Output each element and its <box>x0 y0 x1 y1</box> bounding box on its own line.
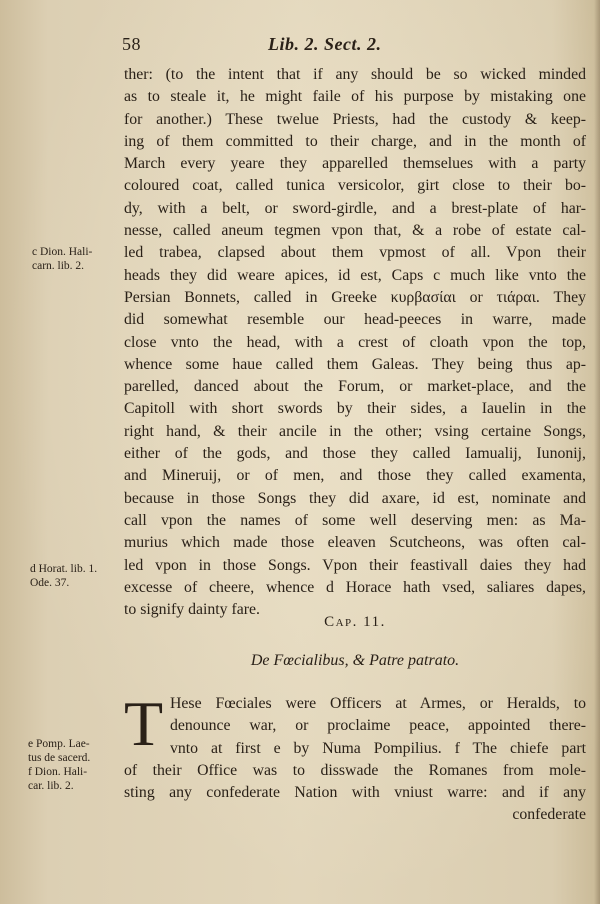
text-line: led vpon in those Songs. Vpon their feastivall daies they had <box>124 556 586 574</box>
chapter-subtitle: De Fœcialibus, & Patre patrato. <box>250 652 460 669</box>
text-line: and Mineruij, or of men, and those they called examenta, <box>124 467 586 485</box>
text-line: either of the gods, and those they called Iamualij, Iunonij, <box>124 445 586 463</box>
text-line: right hand, & their ancile in the other; vsing certaine Songs, <box>124 422 586 440</box>
text-line: dy, with a belt, or sword-girdle, and a brest-plate of har- <box>124 199 586 217</box>
margin-note-line: Ode. 37. <box>30 577 70 589</box>
margin-note <box>28 737 118 793</box>
margin-note-line: tus de sacerd. <box>28 752 91 764</box>
text-line: for another.) These twelue Priests, had the custody & keep- <box>124 110 586 128</box>
text-line: nesse, called aneum tegmen vpon that, & a robe of estate cal- <box>124 222 586 240</box>
margin-note-line: d Horat. lib. 1. <box>30 563 98 575</box>
text-line: to signify dainty fare. <box>124 601 260 619</box>
text-line: sting any confederate Nation with vniust warre: and if any <box>124 784 586 802</box>
text-line: whence some haue called them Galeas. They being thus ap- <box>124 355 586 373</box>
text-line: coloured coat, called tunica versicolor, girt close to their bo- <box>124 177 586 195</box>
margin-note-line: c Dion. Hali- <box>32 246 93 258</box>
text-line: Persian Bonnets, called in Greeke κυρβασίαι or τιάραι. They <box>124 288 586 306</box>
text-line: denounce war, or proclaime peace, appointed there- <box>170 717 586 735</box>
margin-note-line: f Dion. Hali- <box>28 766 88 778</box>
margin-note <box>30 562 120 590</box>
running-title: Lib. 2. Sect. 2. <box>268 34 382 54</box>
text-line: murius which made those eleaven Scutcheons, was often cal- <box>124 534 586 552</box>
running-head <box>118 34 578 58</box>
page-edge-shadow <box>594 0 600 904</box>
text-line: as to steale it, he might faile of his purpose by mistaking one <box>124 88 586 106</box>
text-line: vnto at first e by Numa Pompilius. f The chiefe part <box>170 739 586 757</box>
text-line: did somewhat resemble our head-peeces in warre, made <box>124 311 586 329</box>
text-line: led trabea, clapsed about them vpmost of all. Vpon their <box>124 244 586 262</box>
margin-note-line: carn. lib. 2. <box>32 260 85 272</box>
text-line: call vpon the names of some well deserving men: as Ma- <box>124 511 586 529</box>
body-paragraph <box>124 64 586 621</box>
chapter-paragraph <box>124 688 586 827</box>
text-line: March every yeare they apparelled themselues with a party <box>124 155 586 173</box>
text-line: ing of them committed to their charge, and in the month of <box>124 132 586 150</box>
text-line: parelled, danced about the Forum, or market-place, and the <box>124 378 586 396</box>
margin-note <box>32 245 122 273</box>
margin-note-line: e Pomp. Lae- <box>28 738 90 750</box>
page-number: 58 <box>122 34 141 54</box>
text-line: heads they did weare apices, id est, Caps c much like vnto the <box>124 266 586 284</box>
margin-note-line: car. lib. 2. <box>28 780 74 792</box>
text-line: Hese Fœciales were Officers at Armes, or Heralds, to <box>170 695 586 712</box>
text-line: ther: (to the intent that if any should be so wicked minded <box>124 66 586 83</box>
text-line: close vnto the head, with a crest of cloath vpon the top, <box>124 333 586 351</box>
chapter-heading: Cap. 11. <box>324 614 386 630</box>
text-line: of their Office was to disswade the Romanes from mole- <box>124 761 586 779</box>
catchword: confederate <box>512 806 586 824</box>
text-line: excesse of cheere, whence d Horace hath vsed, saliares dapes, <box>124 578 586 596</box>
text-line: because in those Songs they did axare, id est, nominate and <box>124 489 586 507</box>
drop-capital: T <box>124 688 164 759</box>
text-line: Capitoll with short swords by their sides, a Iauelin in the <box>124 400 586 418</box>
